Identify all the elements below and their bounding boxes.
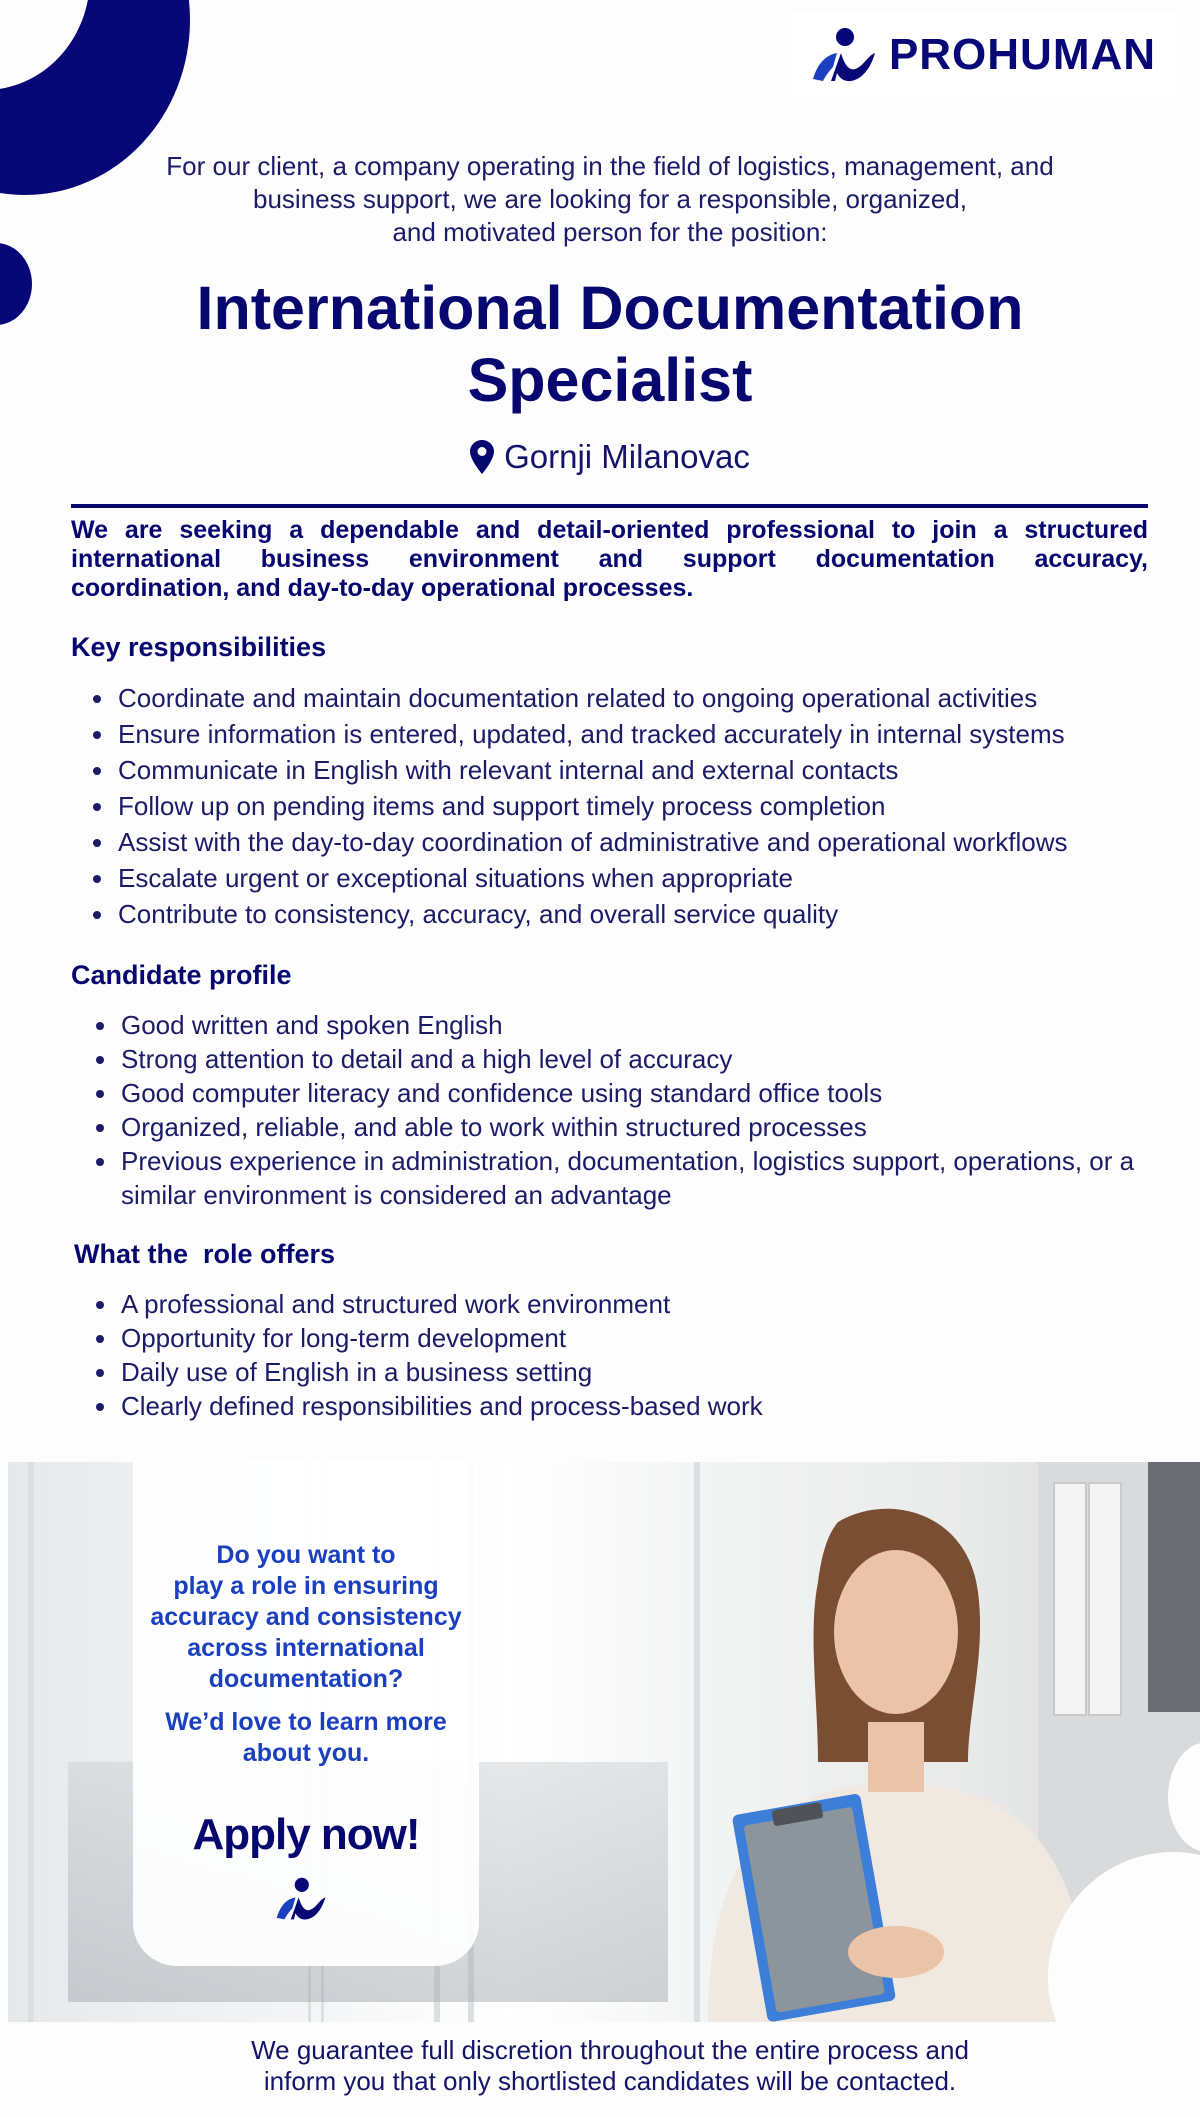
job-location [0,438,1200,476]
prohuman-logo-icon [811,27,877,83]
list-item: • Organized, reliable, and able to work within structured processes [119,1110,1199,1144]
location-label: Gornji Milanovac [504,438,750,475]
list-item: • Clearly defined responsibilities and process-based work [119,1389,1199,1423]
list-item: • Escalate urgent or exceptional situations when appropriate [116,860,1200,896]
cta-question-line: Do you want to [216,1541,396,1569]
apply-now-button[interactable]: Apply now! [192,1810,420,1859]
list-item: • Strong attention to detail and a high level of accuracy [119,1042,1199,1076]
list-item: • Assist with the day-to-day coordination of administrative and operational workflows [116,824,1200,860]
job-title-line: Specialist [467,346,753,414]
brand-logo[interactable] [791,12,1176,98]
list-item: • Good computer literacy and confidence using standard office tools [119,1076,1199,1110]
footer-line: inform you that only shortlisted candidates will be contacted. [263,2066,957,2096]
woman-figure [668,1482,1108,2022]
list-item: • Opportunity for long-term development [119,1321,1199,1355]
cta-question [133,1540,479,1695]
cta-question-line: across international [187,1634,425,1662]
cta-invite-line: about you. [242,1739,370,1767]
list-item: • Previous experience in administration, documentation, logistics support, operations, or a similar environment is considered an advantage [119,1144,1199,1212]
apply-card[interactable] [133,1460,479,1966]
cta-question-line: documentation? [208,1665,404,1693]
list-item: • Contribute to consistency, accuracy, and overall service quality [116,896,1200,932]
lead-line: international business environment and support documentation accuracy, [71,545,1148,573]
prohuman-logo-icon [275,1877,327,1921]
lead-line: coordination, and day-to-day operational processes. [71,574,694,602]
list-item: • Good written and spoken English [119,1008,1199,1042]
decorative-dot [0,243,32,325]
lead-line: We are seeking a dependable and detail-oriented professional to join a structured [71,516,1148,544]
profile-heading: Candidate profile [71,960,292,990]
brand-name: PROHUMAN [888,30,1157,79]
lead-paragraph [71,516,1148,603]
offers-list [74,1287,1199,1423]
intro-line: For our client, a company operating in the field of logistics, management, and [166,151,1054,181]
responsibilities-list [71,680,1200,932]
list-item: • Daily use of English in a business setting [119,1355,1199,1389]
cta-invite [133,1707,479,1769]
list-item: • A professional and structured work environment [119,1287,1199,1321]
intro-text [140,150,1080,249]
binder [1148,1462,1200,1712]
intro-line: and motivated person for the position: [392,217,828,247]
cta-question-line: accuracy and consistency [150,1603,462,1631]
job-title-line: International Documentation [196,274,1024,342]
divider [71,504,1148,508]
list-item: • Follow up on pending items and support timely process completion [116,788,1200,824]
map-pin-icon [470,440,494,474]
cta-question-line: play a role in ensuring [173,1572,439,1600]
list-item: • Coordinate and maintain documentation related to ongoing operational activities [116,680,1200,716]
profile-list [74,1008,1199,1212]
offers-heading: What the role offers [74,1239,336,1269]
footer-line: We guarantee full discretion throughout the entire process and [251,2035,969,2065]
intro-line: business support, we are looking for a responsible, organized, [253,184,967,214]
cta-invite-line: We’d love to learn more [165,1708,447,1736]
list-item: • Communicate in English with relevant internal and external contacts [116,752,1200,788]
responsibilities-heading: Key responsibilities [71,632,327,662]
footer-disclaimer [0,2035,1200,2097]
job-title [80,272,1140,416]
list-item: • Ensure information is entered, updated, and tracked accurately in internal systems [116,716,1200,752]
